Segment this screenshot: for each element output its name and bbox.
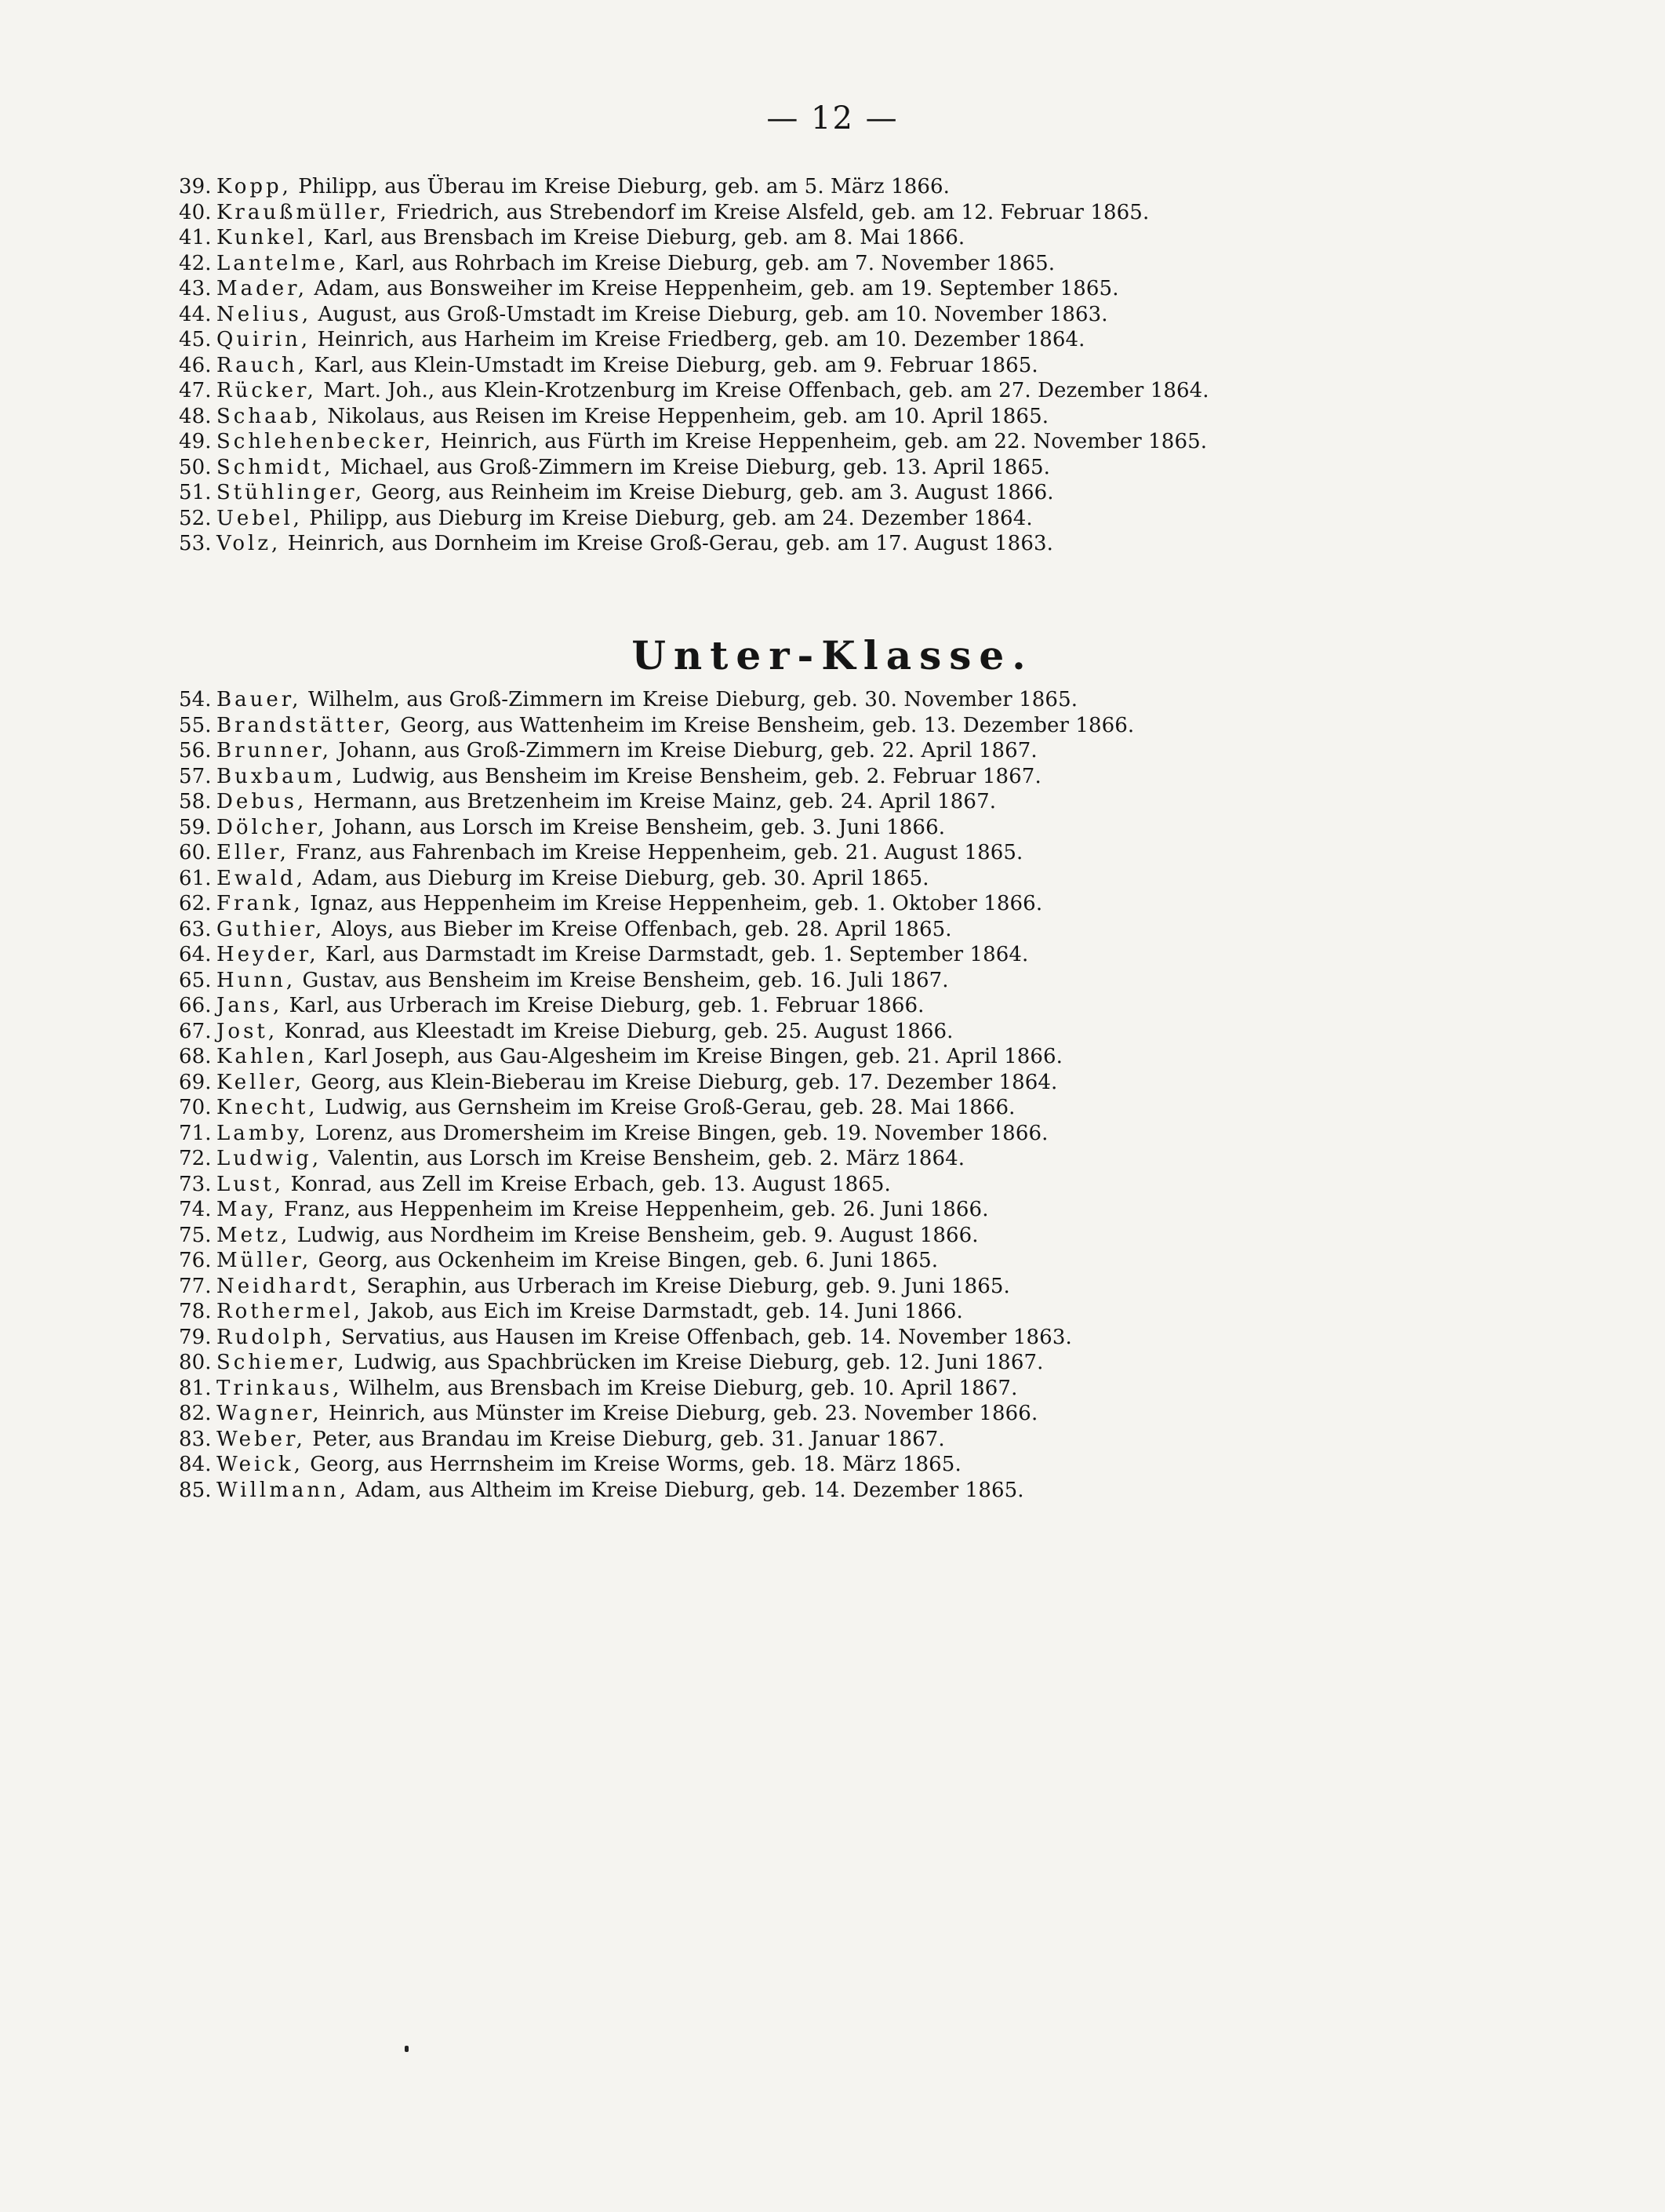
entry-surname: Schmidt, <box>216 455 334 479</box>
entry-details: Konrad, aus Kleestadt im Kreise Dieburg, geb. 25. August 1866. <box>278 1019 954 1043</box>
list-item <box>179 174 1465 200</box>
entry-number: 49. <box>179 430 212 453</box>
entry-surname: Neidhardt, <box>216 1274 361 1298</box>
section-heading: Unter-Klasse. <box>631 632 1034 679</box>
entry-surname: Kunkel, <box>216 226 318 249</box>
list-item <box>179 687 1465 713</box>
entry-details: Hermann, aus Bretzenheim im Kreise Mainz, geb. 24. April 1867. <box>307 790 997 813</box>
list-item <box>179 1223 1465 1249</box>
entry-details: Nikolaus, aus Reisen im Kreise Heppenheim, geb. am 10. April 1865. <box>321 404 1049 428</box>
entry-surname: Rothermel, <box>216 1300 363 1323</box>
list-item <box>179 1478 1465 1504</box>
entry-number: 84. <box>179 1453 212 1476</box>
list-item <box>179 1427 1465 1453</box>
entry-number: 67. <box>179 1019 212 1043</box>
list-item <box>179 1044 1465 1070</box>
entry-number: 51. <box>179 481 212 504</box>
list-item <box>179 480 1465 506</box>
entry-surname: Mader, <box>216 277 307 300</box>
entry-number: 55. <box>179 713 212 737</box>
entry-number: 68. <box>179 1045 212 1068</box>
entry-surname: Schiemer, <box>216 1351 347 1374</box>
list-item <box>179 1274 1465 1300</box>
entry-details: Karl Joseph, aus Gau-Algesheim im Kreise Bingen, geb. 21. April 1866. <box>317 1045 1063 1068</box>
list-item <box>179 713 1465 739</box>
ink-speck <box>405 2046 409 2052</box>
entry-surname: Hunn, <box>216 968 296 992</box>
list-item <box>179 276 1465 302</box>
entry-number: 76. <box>179 1249 212 1272</box>
list-item <box>179 993 1465 1019</box>
entry-number: 48. <box>179 404 212 428</box>
entry-surname: Dölcher, <box>216 815 328 839</box>
entry-details: Ludwig, aus Bensheim im Kreise Bensheim, geb. 2. Februar 1867. <box>345 764 1042 788</box>
entry-number: 43. <box>179 277 212 300</box>
entry-details: Adam, aus Dieburg im Kreise Dieburg, geb. 30. April 1865. <box>305 866 929 890</box>
entry-details: Franz, aus Fahrenbach im Kreise Heppenheim, geb. 21. August 1865. <box>289 841 1023 864</box>
entry-details: Karl, aus Brensbach im Kreise Dieburg, geb. am 8. Mai 1866. <box>317 226 965 249</box>
entry-surname: Jost, <box>216 1019 278 1043</box>
entry-surname: Rücker, <box>216 379 317 402</box>
entry-details: Konrad, aus Zell im Kreise Erbach, geb. 13. August 1865. <box>284 1172 891 1196</box>
entry-details: Wilhelm, aus Brensbach im Kreise Dieburg, geb. 10. April 1867. <box>342 1376 1018 1400</box>
entry-number: 81. <box>179 1376 212 1400</box>
entry-surname: Trinkaus, <box>216 1376 343 1400</box>
entry-surname: May, <box>216 1198 278 1221</box>
list-item <box>179 738 1465 764</box>
entry-number: 73. <box>179 1172 212 1196</box>
entry-details: Wilhelm, aus Groß-Zimmern im Kreise Dieburg, geb. 30. November 1865. <box>301 688 1078 711</box>
entry-number: 80. <box>179 1351 212 1374</box>
entry-surname: Keller, <box>216 1070 304 1094</box>
entry-number: 57. <box>179 764 212 788</box>
list-item <box>179 353 1465 379</box>
entry-details: Georg, aus Wattenheim im Kreise Bensheim, geb. 13. Dezember 1866. <box>393 713 1135 737</box>
entry-details: Heinrich, aus Dornheim im Kreise Groß-Gerau, geb. am 17. August 1863. <box>281 532 1053 555</box>
list-item <box>179 789 1465 815</box>
list-item <box>179 531 1465 557</box>
entry-number: 64. <box>179 943 212 966</box>
entry-number: 66. <box>179 994 212 1017</box>
entry-details: Adam, aus Altheim im Kreise Dieburg, geb. 14. Dezember 1865. <box>349 1478 1024 1502</box>
list-item <box>179 917 1465 943</box>
entry-details: Valentin, aus Lorsch im Kreise Bensheim, geb. 2. März 1864. <box>322 1147 965 1170</box>
entry-number: 53. <box>179 532 212 555</box>
entry-surname: Bauer, <box>216 688 302 711</box>
entry-details: Georg, aus Reinheim im Kreise Dieburg, geb. am 3. August 1866. <box>365 481 1054 504</box>
entry-details: Philipp, aus Dieburg im Kreise Dieburg, geb. am 24. Dezember 1864. <box>302 506 1033 530</box>
list-item <box>179 327 1465 353</box>
entry-details: Georg, aus Klein-Bieberau im Kreise Dieburg, geb. 17. Dezember 1864. <box>304 1070 1058 1094</box>
entry-details: Heinrich, aus Münster im Kreise Dieburg, geb. 23. November 1866. <box>322 1402 1038 1425</box>
list-item <box>179 1401 1465 1427</box>
entry-number: 69. <box>179 1070 212 1094</box>
entry-number: 42. <box>179 251 212 275</box>
entry-number: 85. <box>179 1478 212 1502</box>
entry-number: 75. <box>179 1223 212 1247</box>
entry-number: 77. <box>179 1274 212 1298</box>
entry-number: 45. <box>179 328 212 351</box>
entry-surname: Schaab, <box>216 404 322 428</box>
list-item <box>179 1325 1465 1351</box>
entry-details: Philipp, aus Überau im Kreise Dieburg, geb. am 5. März 1866. <box>291 175 951 198</box>
entry-details: Jakob, aus Eich im Kreise Darmstadt, geb. 14. Juni 1866. <box>362 1300 963 1323</box>
entry-number: 40. <box>179 200 212 224</box>
entry-surname: Schlehenbecker, <box>216 430 434 453</box>
entry-number: 62. <box>179 892 212 915</box>
entry-number: 61. <box>179 866 212 890</box>
entry-number: 82. <box>179 1402 212 1425</box>
upper-class-list <box>179 174 1465 557</box>
list-item <box>179 429 1465 455</box>
page-number: — 12 — <box>766 100 899 136</box>
list-item <box>179 1376 1465 1402</box>
entry-number: 54. <box>179 688 212 711</box>
entry-surname: Uebel, <box>216 506 303 530</box>
entry-surname: Frank, <box>216 892 304 915</box>
list-item <box>179 866 1465 892</box>
list-item <box>179 764 1465 790</box>
list-item <box>179 378 1465 404</box>
list-item <box>179 1248 1465 1274</box>
list-item <box>179 251 1465 277</box>
entry-surname: Kahlen, <box>216 1045 318 1068</box>
list-item <box>179 1350 1465 1376</box>
entry-surname: Kopp, <box>216 175 292 198</box>
entry-details: Friedrich, aus Strebendorf im Kreise Alsfeld, geb. am 12. Februar 1865. <box>389 200 1150 224</box>
entry-details: Aloys, aus Bieber im Kreise Offenbach, geb. 28. April 1865. <box>325 917 952 941</box>
entry-details: Johann, aus Groß-Zimmern im Kreise Dieburg, geb. 22. April 1867. <box>332 739 1038 762</box>
entry-surname: Nelius, <box>216 302 312 326</box>
entry-surname: Stühlinger, <box>216 481 365 504</box>
list-item <box>179 1452 1465 1478</box>
entry-surname: Jans, <box>216 994 283 1017</box>
entry-number: 83. <box>179 1427 212 1451</box>
list-item <box>179 1121 1465 1147</box>
list-item <box>179 302 1465 328</box>
entry-surname: Buxbaum, <box>216 764 346 788</box>
entry-details: Karl, aus Darmstadt im Kreise Darmstadt, geb. 1. September 1864. <box>318 943 1029 966</box>
entry-details: Karl, aus Urberach im Kreise Dieburg, geb. 1. Februar 1866. <box>282 994 925 1017</box>
list-item <box>179 1019 1465 1045</box>
entry-details: Ludwig, aus Nordheim im Kreise Bensheim, geb. 9. August 1866. <box>290 1223 979 1247</box>
entry-number: 60. <box>179 841 212 864</box>
entry-details: Peter, aus Brandau im Kreise Dieburg, geb. 31. Januar 1867. <box>305 1427 945 1451</box>
entry-number: 41. <box>179 226 212 249</box>
list-item <box>179 1172 1465 1198</box>
entry-details: Adam, aus Bonsweiher im Kreise Heppenheim, geb. am 19. September 1865. <box>307 277 1119 300</box>
entry-details: Karl, aus Klein-Umstadt im Kreise Dieburg, geb. am 9. Februar 1865. <box>307 353 1038 377</box>
entry-number: 71. <box>179 1121 212 1145</box>
entry-surname: Quirin, <box>216 328 311 351</box>
list-item <box>179 1070 1465 1096</box>
entry-number: 79. <box>179 1325 212 1349</box>
entry-surname: Lantelme, <box>216 251 348 275</box>
entry-details: Lorenz, aus Dromersheim im Kreise Bingen, geb. 19. November 1866. <box>308 1121 1049 1145</box>
list-item <box>179 891 1465 917</box>
entry-number: 52. <box>179 506 212 530</box>
entry-surname: Volz, <box>216 532 282 555</box>
entry-details: Franz, aus Heppenheim im Kreise Heppenheim, geb. 26. Juni 1866. <box>277 1198 989 1221</box>
entry-surname: Weber, <box>216 1427 306 1451</box>
entry-details: Ludwig, aus Spachbrücken im Kreise Dieburg, geb. 12. Juni 1867. <box>347 1351 1044 1374</box>
list-item <box>179 200 1465 226</box>
entry-surname: Knecht, <box>216 1096 318 1119</box>
list-item <box>179 815 1465 841</box>
list-item <box>179 968 1465 994</box>
list-item <box>179 1299 1465 1325</box>
entry-number: 63. <box>179 917 212 941</box>
list-item <box>179 1095 1465 1121</box>
list-item <box>179 840 1465 866</box>
entry-surname: Lust, <box>216 1172 285 1196</box>
entry-details: Heinrich, aus Fürth im Kreise Heppenheim, geb. am 22. November 1865. <box>434 430 1208 453</box>
entry-surname: Wagner, <box>216 1402 322 1425</box>
entry-details: Michael, aus Groß-Zimmern im Kreise Dieburg, geb. 13. April 1865. <box>333 455 1050 479</box>
entry-surname: Debus, <box>216 790 307 813</box>
entry-surname: Rudolph, <box>216 1325 335 1349</box>
list-item <box>179 455 1465 481</box>
entry-number: 39. <box>179 175 212 198</box>
list-item <box>179 942 1465 968</box>
entry-surname: Metz, <box>216 1223 291 1247</box>
entry-surname: Müller, <box>216 1249 312 1272</box>
entry-details: Karl, aus Rohrbach im Kreise Dieburg, geb. am 7. November 1865. <box>347 251 1056 275</box>
list-item <box>179 1146 1465 1172</box>
entry-number: 70. <box>179 1096 212 1119</box>
entry-number: 46. <box>179 353 212 377</box>
list-item <box>179 506 1465 532</box>
lower-class-list <box>179 687 1465 1503</box>
entry-details: Georg, aus Ockenheim im Kreise Bingen, geb. 6. Juni 1865. <box>311 1249 939 1272</box>
entry-details: Mart. Joh., aus Klein-Krotzenburg im Kreise Offenbach, geb. am 27. Dezember 1864. <box>316 379 1209 402</box>
entry-number: 74. <box>179 1198 212 1221</box>
entry-surname: Brunner, <box>216 739 332 762</box>
entry-number: 72. <box>179 1147 212 1170</box>
entry-number: 56. <box>179 739 212 762</box>
entry-details: August, aus Groß-Umstadt im Kreise Dieburg, geb. am 10. November 1863. <box>311 302 1108 326</box>
entry-number: 47. <box>179 379 212 402</box>
entry-number: 78. <box>179 1300 212 1323</box>
list-item <box>179 225 1465 251</box>
list-item <box>179 1197 1465 1223</box>
list-item <box>179 404 1465 430</box>
entry-number: 59. <box>179 815 212 839</box>
entry-details: Servatius, aus Hausen im Kreise Offenbach, geb. 14. November 1863. <box>334 1325 1072 1349</box>
entry-surname: Brandstätter, <box>216 713 394 737</box>
entry-surname: Ewald, <box>216 866 306 890</box>
entry-surname: Kraußmüller, <box>216 200 390 224</box>
entry-details: Seraphin, aus Urberach im Kreise Dieburg, geb. 9. Juni 1865. <box>360 1274 1010 1298</box>
entry-surname: Willmann, <box>216 1478 350 1502</box>
entry-surname: Heyder, <box>216 943 319 966</box>
entry-surname: Rauch, <box>216 353 307 377</box>
entry-details: Ludwig, aus Gernsheim im Kreise Groß-Gerau, geb. 28. Mai 1866. <box>318 1096 1016 1119</box>
entry-details: Gustav, aus Bensheim im Kreise Bensheim, geb. 16. Juli 1867. <box>296 968 949 992</box>
entry-details: Heinrich, aus Harheim im Kreise Friedberg, geb. am 10. Dezember 1864. <box>311 328 1085 351</box>
entry-number: 44. <box>179 302 212 326</box>
entry-surname: Eller, <box>216 841 289 864</box>
entry-number: 65. <box>179 968 212 992</box>
entry-details: Georg, aus Herrnsheim im Kreise Worms, geb. 18. März 1865. <box>303 1453 962 1476</box>
entry-surname: Lamby, <box>216 1121 309 1145</box>
entry-surname: Weick, <box>216 1453 304 1476</box>
entry-surname: Ludwig, <box>216 1147 322 1170</box>
entry-surname: Guthier, <box>216 917 325 941</box>
entry-details: Johann, aus Lorsch im Kreise Bensheim, geb. 3. Juni 1866. <box>327 815 946 839</box>
entry-details: Ignaz, aus Heppenheim im Kreise Heppenheim, geb. 1. Oktober 1866. <box>303 892 1043 915</box>
entry-number: 50. <box>179 455 212 479</box>
entry-number: 58. <box>179 790 212 813</box>
